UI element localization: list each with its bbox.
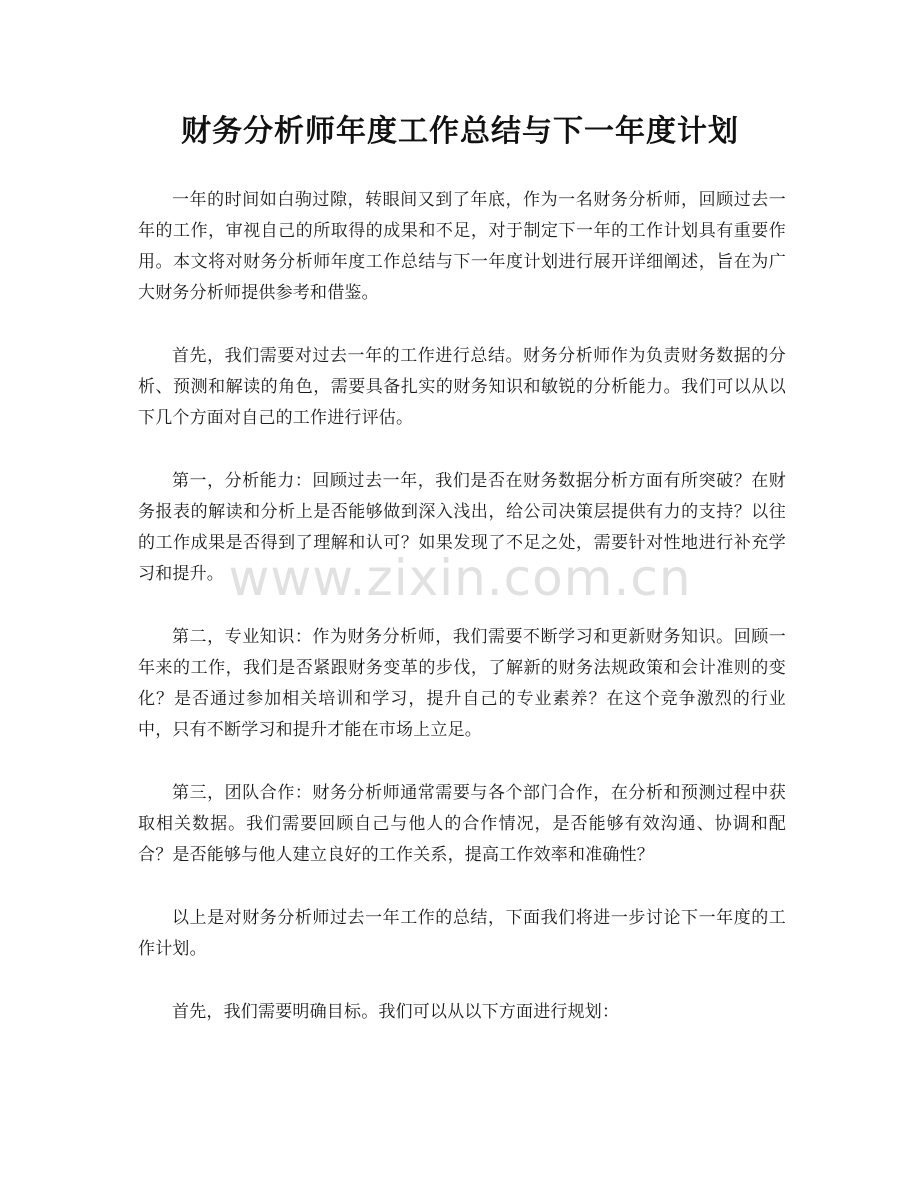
paragraph-summary-intro: 首先，我们需要对过去一年的工作进行总结。财务分析师作为负责财务数据的分析、预测和解读的角色，需要具备扎实的财务知识和敏锐的分析能力。我们可以从以下几个方面对自己的工作进行评估。 — [138, 346, 786, 428]
paragraph-transition: 以上是对财务分析师过去一年工作的总结，下面我们将进一步讨论下一年度的工作计划。 — [138, 908, 786, 959]
paragraph-professional-knowledge: 第二，专业知识：作为财务分析师，我们需要不断学习和更新财务知识。回顾一年来的工作，我们是否紧跟财务变革的步伐，了解新的财务法规政策和会计准则的变化？是否通过参加相关培训和学习，提升自己的专业素养？在这个竞争激烈的行业中，只有不断学习和提升才能在市场上立足。 — [138, 627, 786, 740]
paragraph-intro: 一年的时间如白驹过隙，转眼间又到了年底，作为一名财务分析师，回顾过去一年的工作，审视自己的所取得的成果和不足，对于制定下一年的工作计划具有重要作用。本文将对财务分析师年度工作总结与下一年度计划进行展开详细阐述，旨在为广大财务分析师提供参考和借鉴。 — [138, 190, 786, 303]
paragraph-analysis-ability: 第一，分析能力：回顾过去一年，我们是否在财务数据分析方面有所突破？在财务报表的解读和分析上是否能够做到深入浅出，给公司决策层提供有力的支持？以往的工作成果是否得到了理解和认可？如果发现了不足之处，需要针对性地进行补充学习和提升。 — [138, 471, 786, 584]
paragraph-teamwork: 第三，团队合作：财务分析师通常需要与各个部门合作，在分析和预测过程中获取相关数据。我们需要回顾自己与他人的合作情况，是否能够有效沟通、协调和配合？是否能够与他人建立良好的工作关系，提高工作效率和准确性？ — [138, 783, 786, 865]
paragraph-goals: 首先，我们需要明确目标。我们可以从以下方面进行规划： — [172, 1002, 620, 1022]
document-title: 财务分析师年度工作总结与下一年度计划 — [181, 114, 739, 149]
watermark-text: www.zixin.com.cn — [228, 549, 692, 607]
document-body — [138, 185, 786, 1060]
